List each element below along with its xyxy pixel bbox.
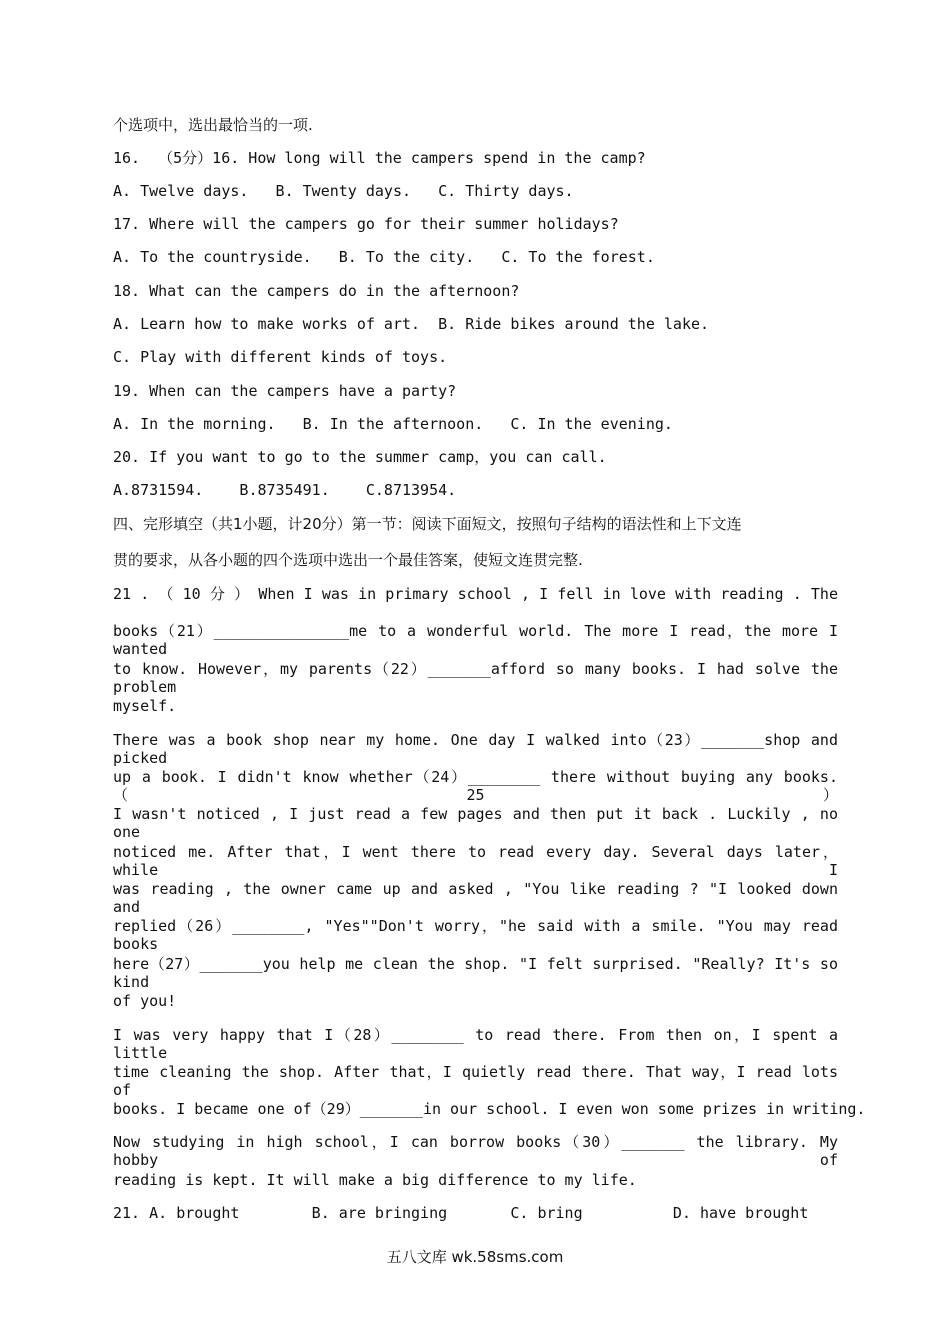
question-16: 16. （5分）16. How long will the campers spend in the camp? [113,149,646,167]
options-19: A. In the morning. B. In the afternoon. C. In the evening. [113,415,673,433]
passage-line: books（21）_______________me to a wonderful world. The more I read，the more I wanted [113,622,838,658]
passage-line: was reading , the owner came up and asked , "You like reading ? "I looked down and [113,880,838,916]
question-18: 18. What can the campers do in the afternoon? [113,282,520,300]
passage-line: of you! [113,992,177,1010]
question-20: 20. If you want to go to the summer camp，you can call. [113,448,607,466]
instruction-line: 个选项中，选出最恰当的一项. [113,116,313,134]
section-heading: 四、完形填空（共1小题，计20分）第一节：阅读下面短文，按照句子结构的语法性和上下文连 [113,515,742,533]
passage-line: I was very happy that I（28）________ to read there. From then on，I spent a little [113,1026,838,1062]
passage-line: here（27）_______you help me clean the shop. "I felt surprised. "Really? It's so kind [113,955,838,991]
footer-watermark: 五八文库 wk.58sms.com [386,1248,564,1266]
options-18-c: C. Play with different kinds of toys. [113,348,448,366]
passage-line: 21 . （ 10 分 ） When I was in primary school , I fell in love with reading . The [113,585,838,603]
options-20: A.8731594. B.8735491. C.8713954. [113,481,457,499]
options-17: A. To the countryside. B. To the city. C. To the forest. [113,248,655,266]
passage-line: There was a book shop near my home. One day I walked into（23）_______shop and picked [113,731,838,767]
options-18-ab: A. Learn how to make works of art. B. Ride bikes around the lake. [113,315,710,333]
passage-line: to know. However，my parents（22）_______afford so many books. I had solve the problem [113,660,838,696]
passage-line: replied（26）________, "Yes""Don't worry，"he said with a smile. "You may read books [113,917,838,953]
passage-line: noticed me. After that，I went there to read every day. Several days later，while I [113,843,838,879]
passage-line: books. I became one of（29）_______in our school. I even won some prizes in writing. [113,1100,866,1118]
passage-line: I wasn't noticed , I just read a few pages and then put it back . Luckily , no one [113,805,838,841]
passage-line: Now studying in high school，I can borrow books（30）_______ the library. My hobby of [113,1133,838,1169]
section-heading-cont: 贯的要求，从各小题的四个选项中选出一个最佳答案，使短文连贯完整. [113,551,583,569]
options-21: 21. A. brought B. are bringing C. bring D. have brought [113,1204,809,1222]
passage-line: up a book. I didn't know whether（24）________ there without buying any books. （25） [113,768,838,804]
passage-line: reading is kept. It will make a big difference to my life. [113,1171,637,1189]
options-16: A. Twelve days. B. Twenty days. C. Thirty days. [113,182,574,200]
passage-line: time cleaning the shop. After that，I quietly read there. That way，I read lots of [113,1063,838,1099]
question-17: 17. Where will the campers go for their summer holidays? [113,215,619,233]
question-19: 19. When can the campers have a party? [113,382,457,400]
passage-line: myself. [113,697,177,715]
